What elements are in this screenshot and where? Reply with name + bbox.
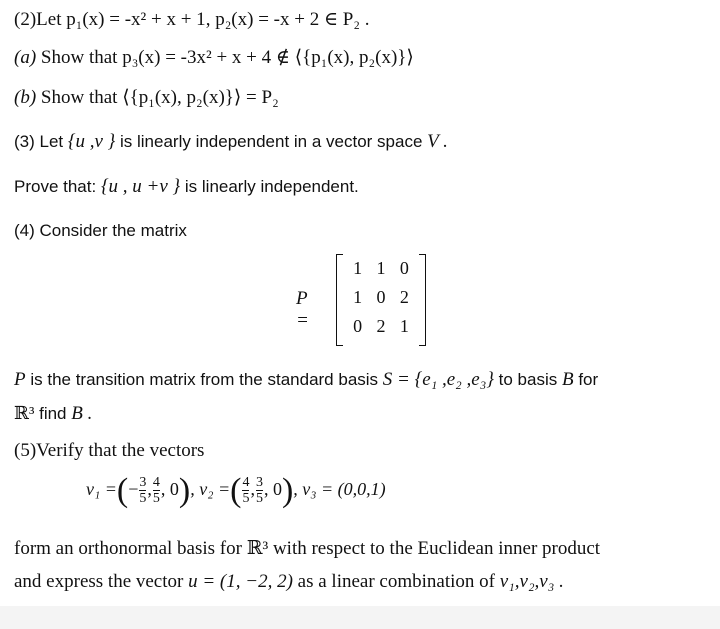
q2a-label: (a) xyxy=(14,47,37,68)
v2-fraction-2 xyxy=(256,476,263,506)
q4-find-b: B . xyxy=(71,403,93,424)
q4-intro: (4) Consider the matrix xyxy=(14,221,187,240)
q5-vectors: v₁ =(− $\frac{3}{5}$ , $\frac{4}{5}$ , 0), v₂ =( $\frac{4}{5}$ , $\frac{3}{5}$ , 0), v₃ = (0,0,1) xyxy=(86,472,386,509)
v1-label: v₁ = xyxy=(86,479,117,500)
q5-line3 xyxy=(14,571,564,593)
q5-line2 xyxy=(14,537,600,560)
fraction-numerator: 3 xyxy=(255,475,263,490)
p3-definition: p₃(x) = -3x² + x + 4 ∉ xyxy=(122,47,290,68)
vector-u: u = (1, −2, 2) xyxy=(188,571,293,592)
q2a-line xyxy=(14,46,414,69)
v1-fraction-1 xyxy=(139,476,146,506)
q4-find-line xyxy=(14,403,92,425)
q2b-text: Show that xyxy=(40,87,118,108)
left-bracket xyxy=(336,254,343,346)
fraction-denominator: 5 xyxy=(152,491,160,506)
v2-close-paren: ) xyxy=(281,472,294,509)
v1-sign: − xyxy=(128,479,139,500)
q5-space-r3: ℝ³ xyxy=(246,538,269,559)
p1-definition: p₁(x) = -x² + x + 1 xyxy=(66,9,206,30)
span-equals-p2: ⟨{p₁(x), p₂(x)}⟩ = P₂ xyxy=(122,87,279,108)
span-p1-p2: ⟨{p₁(x), p₂(x)}⟩ xyxy=(294,47,414,68)
fraction-numerator: 4 xyxy=(152,475,160,490)
matrix-cell: 1 xyxy=(399,316,409,336)
matrix-body xyxy=(336,254,426,346)
q3-set-u-v: {u ,v } xyxy=(67,131,116,152)
q5-line3-start: and express the vector xyxy=(14,571,184,592)
v2-fraction-1 xyxy=(242,476,249,506)
matrix-cell: 0 xyxy=(353,316,363,336)
fraction-numerator: 3 xyxy=(139,475,147,490)
v1-close-paren: ) xyxy=(178,472,191,509)
right-bracket xyxy=(419,254,426,346)
matrix-grid xyxy=(346,258,416,337)
q4-find: find xyxy=(39,404,67,423)
matrix-cell: 2 xyxy=(399,287,409,307)
q4-desc-mid: is the transition matrix from the standard basis xyxy=(30,370,379,389)
q2-label: (2)Let xyxy=(14,9,62,30)
fraction-denominator: 5 xyxy=(255,491,263,506)
v1-fraction-2 xyxy=(153,476,160,506)
q3-conclusion: is linearly independent. xyxy=(184,177,359,196)
q4-p: P xyxy=(14,369,26,390)
matrix-cell: 0 xyxy=(376,287,386,307)
v2-open-paren: ( xyxy=(230,472,242,509)
q3-line1 xyxy=(14,131,448,153)
q3-prove: Prove that: xyxy=(14,177,97,196)
bottom-strip xyxy=(0,606,720,629)
v2-tail: , 0 xyxy=(263,479,282,500)
v3-definition: , v₃ = (0,0,1) xyxy=(293,479,386,500)
fraction-numerator: 4 xyxy=(242,475,250,490)
matrix-cell: 1 xyxy=(353,287,363,307)
q2b-line xyxy=(14,86,279,109)
q3-statement: is linearly independent in a vector space xyxy=(120,132,423,151)
p2-definition: p₂(x) = -x + 2 ∈ P₂ . xyxy=(215,9,370,30)
q5-line3-mid: as a linear combination of xyxy=(297,571,495,592)
fraction-denominator: 5 xyxy=(242,491,250,506)
q3-set-u-uv: {u , u +v } xyxy=(100,176,181,197)
vectors-v123: v₁,v₂,v₃ . xyxy=(499,571,564,592)
standard-basis: S = {e₁ ,e₂ ,e₃} xyxy=(382,369,494,390)
q4-description xyxy=(14,369,598,391)
q2b-label: (b) xyxy=(14,87,37,108)
q5-line2-start: form an orthonormal basis for xyxy=(14,538,242,559)
q2-header: (2)Let p₁(x) = -x² + x + 1, p₂(x) = -x + 2 ∈ P₂ . xyxy=(14,9,370,30)
q4-desc-to: to basis xyxy=(498,370,558,389)
q2a-text: Show that xyxy=(40,47,118,68)
q5-intro: (5)Verify that the vectors xyxy=(14,440,205,461)
q3-space-v: V . xyxy=(427,131,448,152)
fraction-denominator: 5 xyxy=(139,491,147,506)
q3-prefix: (3) Let xyxy=(14,132,64,151)
v1-open-paren: ( xyxy=(116,472,129,509)
q4-space-r3: ℝ³ xyxy=(14,403,35,423)
matrix-label: P = xyxy=(296,288,309,331)
matrix-cell: 2 xyxy=(376,316,386,336)
q3-line2 xyxy=(14,176,359,198)
q5-line2-end: with respect to the Euclidean inner product xyxy=(272,538,601,559)
q4-b: B xyxy=(561,369,574,390)
matrix-cell: 1 xyxy=(353,258,363,278)
matrix-cell: 1 xyxy=(376,258,386,278)
v1-tail: , 0 xyxy=(160,479,179,500)
v2-label: , v₂ = xyxy=(190,479,231,500)
q4-desc-for: for xyxy=(578,370,599,389)
matrix-cell: 0 xyxy=(399,258,409,278)
